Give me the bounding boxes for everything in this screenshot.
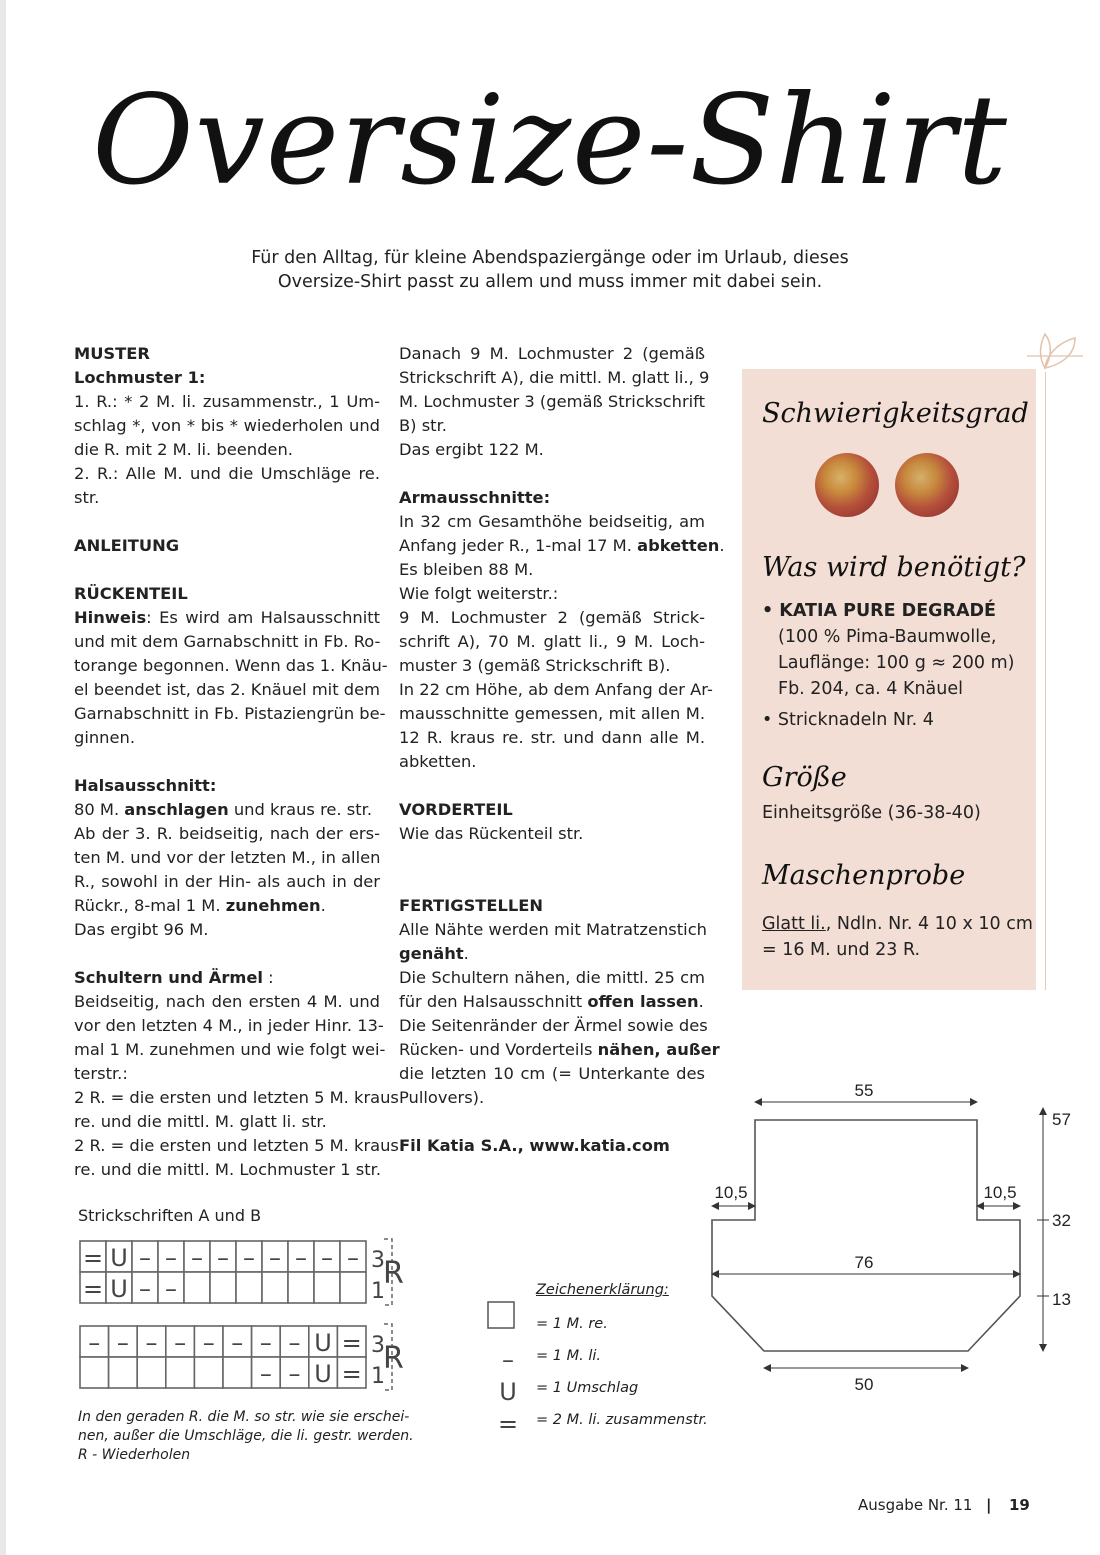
chart-symbol: –	[191, 1244, 203, 1272]
text-fragment: für den Halsausschnitt	[399, 992, 588, 1011]
text-line: und mit dem Garnabschnitt in Fb. Ro-	[74, 632, 381, 651]
heading-lochmuster-1: Lochmuster 1:	[74, 368, 206, 387]
chart-symbol: –	[88, 1329, 101, 1357]
footer-page-number: 19	[1009, 1496, 1030, 1514]
chart-symbol: –	[165, 1244, 177, 1272]
needles-text: Stricknadeln Nr. 4	[777, 710, 934, 730]
text-fragment: : Es wird am Halsausschnitt	[146, 608, 380, 627]
bullet-icon: •	[762, 601, 774, 621]
dim-label-bottom: 50	[854, 1375, 874, 1394]
row-number: 1	[371, 1279, 385, 1304]
chart-symbol: –	[295, 1244, 307, 1272]
text-line: re. und die mittl. M. Lochmuster 1 str.	[74, 1160, 382, 1179]
legend-item: = 1 M. re.	[536, 1316, 608, 1332]
credit-line: Fil Katia S.A., www.katia.com	[399, 1136, 670, 1155]
text-line: 2 R. = die ersten und letzten 5 M. kraus	[74, 1088, 399, 1107]
note-line: R - Wiederholen	[78, 1447, 191, 1463]
chart-symbol: =	[82, 1275, 104, 1303]
gauge-title: Maschenprobe	[762, 860, 966, 891]
note-line: In den geraden R. die M. so str. wie sie erschei-	[78, 1409, 410, 1425]
footer-separator: |	[986, 1496, 992, 1514]
text-bold: zunehmen	[225, 896, 321, 915]
text-line: B) str.	[399, 416, 447, 435]
dim-label-middle: 76	[854, 1253, 874, 1272]
heading-halsausschnitt: Halsausschnitt:	[74, 776, 217, 795]
legend-symbol: –	[502, 1346, 514, 1374]
dim-label-top: 55	[854, 1081, 874, 1100]
chart-symbol: U	[314, 1360, 332, 1388]
text-fragment: .	[320, 896, 326, 915]
chart-symbol: –	[174, 1329, 187, 1357]
dim-label-right-sleeve: 10,5	[983, 1183, 1017, 1202]
repeat-mark: R	[383, 1341, 404, 1376]
text-line: 9 M. Lochmuster 2 (gemäß Strick-	[399, 608, 705, 627]
text-fragment: .	[719, 536, 725, 555]
text-line: Das ergibt 96 M.	[74, 920, 209, 939]
text-bold: abketten	[637, 536, 720, 555]
dim-label-upper-height: 32	[1052, 1211, 1071, 1230]
intro-line: Für den Alltag, für kleine Abendspaziergänge oder im Urlaub, dieses	[251, 248, 849, 268]
chart-symbol: –	[145, 1329, 158, 1357]
text-fragment: Anfang jeder R., 1-mal 17 M.	[399, 536, 638, 555]
text-line: torange begonnen. Wenn das 1. Knäu-	[74, 656, 388, 675]
chart-symbol: –	[321, 1244, 333, 1272]
size-title: Größe	[762, 762, 847, 793]
text-line: Das ergibt 122 M.	[399, 440, 544, 459]
text-line: Pullovers).	[399, 1088, 485, 1107]
yarn-detail: Fb. 204, ca. 4 Knäuel	[778, 679, 964, 699]
text-line: R., sowohl in der Hin- als auch in der	[74, 872, 380, 891]
yarn-detail: (100 % Pima-Baumwolle,	[778, 627, 997, 647]
needed-title: Was wird benötigt?	[762, 552, 1026, 583]
dim-label-lower-height: 13	[1052, 1290, 1071, 1309]
text-fragment: 80 M.	[74, 800, 125, 819]
text-fragment: .	[463, 944, 469, 963]
row-number: 1	[371, 1364, 385, 1389]
text-bold: genäht	[399, 944, 464, 963]
text-line: mal 1 M. zunehmen und wie folgt wei-	[74, 1040, 386, 1059]
row-number: 3	[371, 1333, 385, 1358]
text-line: Wie folgt weiterstr.:	[399, 584, 559, 603]
garment-outline	[712, 1120, 1020, 1351]
chart-symbol: –	[288, 1329, 301, 1357]
chart-symbol: –	[259, 1360, 272, 1388]
text-bold: anschlagen	[124, 800, 229, 819]
chart-symbol: =	[82, 1244, 104, 1272]
bullet-icon: •	[762, 710, 773, 730]
chart-symbol: U	[314, 1329, 332, 1357]
text-fragment: Rücken- und Vorderteils	[399, 1040, 598, 1059]
chart-symbol: U	[110, 1275, 128, 1303]
text-fragment: und kraus re. str.	[228, 800, 373, 819]
chart-symbol: –	[347, 1244, 359, 1272]
hinweis-label: Hinweis	[74, 608, 147, 627]
text-line: 2. R.: Alle M. und die Umschläge re.	[74, 464, 380, 483]
legend-item: = 1 Umschlag	[536, 1380, 639, 1396]
text-line: In 32 cm Gesamthöhe beidseitig, am	[399, 512, 705, 531]
repeat-mark: R	[383, 1256, 404, 1291]
page-title: Oversize-Shirt	[92, 69, 1008, 213]
gauge-text: = 16 M. und 23 R.	[762, 940, 921, 960]
text-line: re. und die mittl. M. glatt li. str.	[74, 1112, 327, 1131]
heading-armausschnitte: Armausschnitte:	[399, 488, 551, 507]
footer-issue: Ausgabe Nr. 11	[858, 1496, 973, 1514]
legend-symbol: =	[497, 1410, 519, 1438]
text-line: 1. R.: * 2 M. li. zusammenstr., 1 Um-	[74, 392, 380, 411]
text-line: Wie das Rückenteil str.	[399, 824, 584, 843]
chart-symbol: –	[231, 1329, 244, 1357]
text-line: die R. mit 2 M. li. beenden.	[74, 440, 293, 459]
text-line: abketten.	[399, 752, 477, 771]
row-number: 3	[371, 1248, 385, 1273]
text-line: schlag *, von * bis * wiederholen und	[74, 416, 380, 435]
chart-symbol: =	[341, 1360, 362, 1388]
text-line: Ab der 3. R. beidseitig, nach der ers-	[74, 824, 380, 843]
text-fragment: :	[262, 968, 274, 987]
chart-symbol: –	[202, 1329, 215, 1357]
note-line: nen, außer die Umschläge, die li. gestr. werden.	[78, 1428, 414, 1444]
chart-symbol: –	[139, 1275, 151, 1303]
text-line: schrift A), 70 M. glatt li., 9 M. Loch-	[399, 632, 705, 651]
text-line: Alle Nähte werden mit Matratzenstich	[399, 920, 707, 939]
text-bold: Schultern und Ärmel	[74, 968, 263, 987]
intro-line: Oversize-Shirt passt zu allem und muss immer mit dabei sein.	[277, 272, 823, 292]
text-line: Danach 9 M. Lochmuster 2 (gemäß	[399, 344, 705, 363]
text-line: die letzten 10 cm (= Unterkante des	[399, 1064, 705, 1083]
text-line: Strickschrift A), die mittl. M. glatt li., 9	[399, 368, 710, 387]
text-fragment: .	[698, 992, 704, 1011]
yarn-detail: Lauflänge: 100 g ≈ 200 m)	[778, 653, 1015, 673]
chart-symbol: U	[110, 1244, 128, 1272]
legend-symbol: U	[499, 1378, 517, 1406]
chart-symbol: –	[165, 1275, 177, 1303]
chart-symbol: –	[259, 1329, 272, 1357]
text-line: ten M. und vor der letzten M., in allen	[74, 848, 381, 867]
gauge-stitch: Glatt li.	[762, 914, 826, 934]
text-line: 12 R. kraus re. str. und dann alle M.	[399, 728, 705, 747]
chart-symbol: –	[288, 1360, 301, 1388]
heading-vorderteil: VORDERTEIL	[399, 800, 513, 819]
chart-symbol: –	[269, 1244, 281, 1272]
text-bold: offen lassen	[587, 992, 699, 1011]
text-line: Garnabschnitt in Fb. Pistaziengrün be-	[74, 704, 386, 723]
text-line: ginnen.	[74, 728, 136, 747]
text-line: str.	[74, 488, 100, 507]
charts-label: Strickschriften A und B	[78, 1206, 262, 1225]
text-line: Beidseitig, nach den ersten 4 M. und	[74, 992, 380, 1011]
difficulty-title: Schwierigkeitsgrad	[762, 398, 1029, 429]
chart-symbol: –	[243, 1244, 255, 1272]
size-text: Einheitsgröße (36-38-40)	[762, 803, 981, 823]
chart-symbol: =	[341, 1329, 362, 1357]
gauge-rest: , Ndln. Nr. 4 10 x 10 cm	[825, 914, 1033, 934]
text-line: M. Lochmuster 3 (gemäß Strickschrift	[399, 392, 705, 411]
legend-item: = 2 M. li. zusammenstr.	[536, 1412, 708, 1428]
text-line: Die Schultern nähen, die mittl. 25 cm	[399, 968, 705, 987]
heading-muster: MUSTER	[74, 344, 150, 363]
dim-label-total-height: 57	[1052, 1110, 1071, 1129]
heading-anleitung: ANLEITUNG	[74, 536, 180, 555]
text-line: muster 3 (gemäß Strickschrift B).	[399, 656, 671, 675]
text-line: vor den letzten 4 M., in jeder Hinr. 13-	[74, 1016, 384, 1035]
heading-fertigstellen: FERTIGSTELLEN	[399, 896, 544, 915]
chart-symbol: –	[139, 1244, 151, 1272]
heading-rueckenteil: RÜCKENTEIL	[74, 584, 188, 603]
chart-symbol: –	[116, 1329, 129, 1357]
legend-title: Zeichenerklärung:	[536, 1282, 669, 1298]
text-line: Es bleiben 88 M.	[399, 560, 534, 579]
text-line: terstr.:	[74, 1064, 128, 1083]
yarn-name-text: KATIA PURE DEGRADÉ	[779, 601, 997, 621]
text-line: Die Seitenränder der Ärmel sowie des	[399, 1016, 708, 1035]
chart-symbol: –	[217, 1244, 229, 1272]
text-line: 2 R. = die ersten und letzten 5 M. kraus	[74, 1136, 399, 1155]
text-bold: nähen, außer	[597, 1040, 720, 1059]
text-fragment: Rückr., 8-mal 1 M.	[74, 896, 226, 915]
text-line: el beendet ist, das 2. Knäuel mit dem	[74, 680, 380, 699]
text-line: mausschnitte gemessen, mit allen M.	[399, 704, 705, 723]
dim-label-left-sleeve: 10,5	[714, 1183, 748, 1202]
text-line: In 22 cm Höhe, ab dem Anfang der Ar-	[399, 680, 713, 699]
legend-item: = 1 M. li.	[536, 1348, 601, 1364]
